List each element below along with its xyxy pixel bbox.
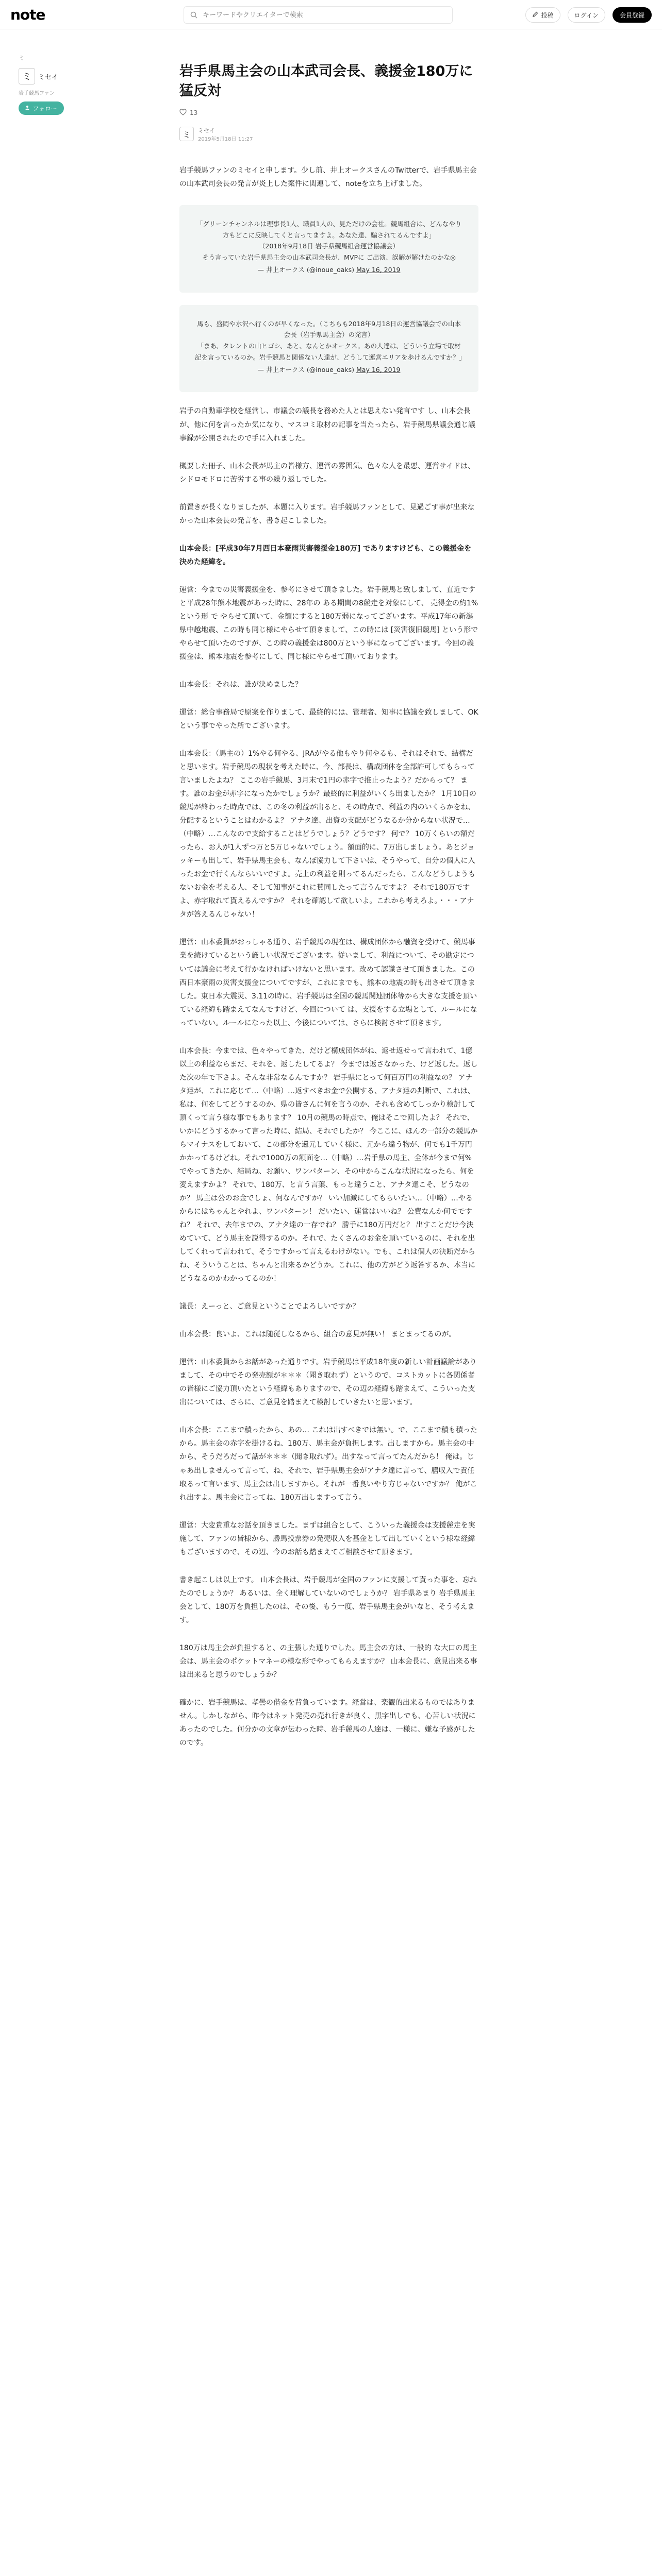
tweet-date-link[interactable]: May 16, 2019 [356, 266, 401, 274]
author-name[interactable]: ミセイ [198, 127, 215, 134]
search-icon [189, 10, 198, 20]
paragraph: 概要した冊子、山本会長が馬主の皆様方、運営の雰囲気、色々な人を最悪、運営サイドは、シドロモドロに苦労する事の繰り返しでした。 [179, 462, 475, 484]
login-button[interactable]: ログイン [568, 7, 605, 23]
paragraph: 山本会長：それは、誰が決めました？ [179, 680, 302, 689]
creator-description: 岩手競馬ファン [19, 91, 55, 96]
post-button[interactable] [525, 7, 560, 23]
note-logo[interactable]: note [10, 6, 45, 23]
signup-button[interactable]: 会員登録 [613, 7, 652, 23]
paragraph: 運営：今までの災害義援金を、参考にさせて頂きました。岩手競馬と致しまして、直近ですと平成28年熊本地震があった時に、28年の ある期間の8競走を対象にして、 売得金の約1%という形 で やらせて頂いて、金額にすると180万弱になってございます。平成17年の新潟県中越地震、この時も同じ様にやらせて頂きまして、この時には [災害復旧競馬] という形でやらせて頂いたのですが、この時の義援金は800万という事になってございます。今回の義援金は、熊本地震を参考にして、同じ様にやらせて頂いております。 [179, 585, 478, 661]
header-actions [525, 7, 652, 23]
heart-icon[interactable] [179, 109, 187, 117]
tweet-line: 「グリーンチャンネルは理事長1人、職員1人の、見ただけの会社。競馬組合は、どんなやり方もどこに反映してくと言ってますよ。あなた達、騙されてるんですよ」 [196, 219, 462, 239]
creator-avatar[interactable]: ミ [19, 68, 35, 84]
embedded-tweet[interactable] [179, 305, 478, 393]
author-avatar[interactable]: ミ [179, 127, 194, 141]
follow-button[interactable] [19, 101, 64, 115]
creator-name[interactable]: ミセイ [38, 73, 58, 81]
search-input[interactable] [202, 11, 441, 20]
tweet-author: — 井上オークス (@inoue_oaks) [257, 366, 357, 374]
like-count: 13 [190, 109, 198, 116]
paragraph: 山本会長：良いよ、これは随従しなるから、組合の意見が無い！ まとまってるのが。 [179, 1330, 456, 1339]
article-title: 岩手県馬主会の山本武司会長、義援金180万に猛反対 [179, 63, 473, 99]
paragraph: 前置きが長くなりましたが、本題に入ります。岩手競馬ファンとして、見過ごす事が出来なかった山本会長の発言を、書き起こしました。 [179, 503, 475, 525]
tweet-line: （2018年9月18日 岩手県競馬組合運営協議会） [258, 242, 400, 250]
tweet-attribution [195, 264, 463, 276]
paragraph: 180万は馬主会が負担すると、の主張した通りでした。馬主会の方は、一般的 な大口の馬主会は、馬主会のポケットマネーの様な形でやってもらえますか？ 山本会長に、意見出来る事は出来ると思うのでしょうか？ [179, 1643, 477, 1679]
search-box[interactable] [184, 6, 453, 24]
tweet-date-link[interactable]: May 16, 2019 [356, 366, 401, 374]
paragraph: 運営：大変貴重なお話を頂きました。まずは組合として、こういった義援金は支援競走を実施して、ファンの皆様から、勝馬投票券の発売収入を基金として出していくという様な経緯もございますので、その辺、今のお話も踏まえてご相談させて頂きます。 [179, 1521, 475, 1556]
top-header [0, 0, 662, 29]
paragraph: 山本会長：ここまで積ったから、あの… これは出すべきでは無い。で、ここまで積も積ったから。馬主会の赤字を掛けるね、180万、馬主会が負担します。出しますから。馬主会の中から、そうだろだって話が＊＊＊（聞き取れず）。出すなって言ってたんだから！ 俺は。じゃあ出しませんって言って、ね、それで、岩手県馬主会がアナタ達に言って、膳収入で責任取るって言います、馬主会は出しますから。それが一番良いやり方じゃないですか？ 俺がこれ出すよ。馬主会に言ってね、180万出しますって言う。 [179, 1426, 477, 1502]
article-like-count[interactable] [179, 109, 478, 117]
paragraph: 議長：えーっと、ご意見ということでよろしいですか？ [179, 1302, 360, 1311]
tweet-line: そう言っていた岩手県馬主会の山本武司会長が、MVPに ご出演、誤解が解けたのかな◎ [202, 253, 456, 262]
person-plus-icon [25, 105, 30, 112]
paragraph: 確かに、岩手競馬は、孝曇の借金を背負っています。経営は、楽観的出来るものではありません。しかしながら、昨今はネット発売の売れ行きが良く、黒字出しでも、心苦しい状況にあったのでした。何分かの文章が伝わった時、岩手競馬の人達は、一様に、嫌な予感がしたのです。 [179, 1698, 476, 1747]
paragraph: 岩手の自動車学校を経営し、市議会の議長を務めた人とは思えない発言です し、山本会長が、他に何を言ったか気になり、マスコミ取材の記事を当たったら、岩手競馬県議会通じ議事録が公開されたので手に入れました。 [179, 407, 475, 443]
creator-panel [19, 54, 70, 115]
paragraph: 岩手競馬ファンのミセイと申します。少し前、井上オークスさんのTwitterで、岩手県馬主会の山本武司会長の発言が炎上した案件に関連して、noteを立ち上げました。 [179, 166, 477, 188]
author-info[interactable] [179, 126, 478, 142]
article [179, 62, 478, 1764]
follow-label: フォロー [32, 105, 57, 112]
creator-header[interactable] [19, 68, 70, 84]
tweet-line: 馬も、盛岡や水沢へ行くのが早くなった。（こちらも2018年9月18日の運営協議会での山本会長（岩手県馬主会）の発言） [197, 319, 461, 339]
post-label: 投稿 [541, 11, 554, 19]
paragraph: 書き起こしは以上です。 山本会長は、岩手競馬が全国のファンに支援して貰った事を、忘れたのでしょうか？ あるいは、全く理解していないのでしょうか？ 岩手県あまり 岩手県馬主会として、180万を負担したのは、その後、もう一度、岩手県馬主会がいなと、そう考えます。 [179, 1575, 477, 1624]
tweet-attribution [195, 364, 463, 376]
paragraph: 山本会長：[平成30年7月西日本豪雨災害義援金180万] でありますけども、この義援金を決めた経緯を。 [179, 544, 472, 566]
pencil-icon [532, 11, 538, 19]
creator-breadcrumb[interactable]: ミ [19, 55, 24, 61]
paragraph: 山本会長：（馬主の）1%やる何やる、JRAがやる他もやり何やるも、それはそれで、結構だと思います。岩手競馬の現状を考えた時に、今、部長は、構成団体を全部許可してもらって言いましたよね？ ここの岩手競馬、3月末で1円の赤字で推止ったよう？だからって？ ます。誰のお金が赤字になったかでしょうか？最終的に利益がいくら出ましたか？ 1月10日の競馬が終わった時点では、この冬の利益が出ると、その時点で、利益の内のいくらかをね、分配するということはわかるよ？ アナタ達、出資の支配がどうなるか分からない状況で…（中略）…こんなので支給することはどうでしょう？どうです？ 何で？ 10万くらいの額だったら、お人が1人ずつ万と5万じゃないでしょう。額面的に、7万出しましょう。あとジョッキーも出して、岩手県馬主会も、なんぼ協力して下さいは、そうやって、自分の個人に入ったお金で行くんならいいですよ。売上の利益を則ってるんだったら、こんなどうしようもないお金を考える人、そして知事がこれに賛同したって言うんですよ？ それで180万ですよ、赤字取れて貰えるんですか？ それを確認して欲しいよ。これから考えろよ。・・・アナタが答えるんじゃない！ [179, 750, 477, 919]
tweet-line: 「まあ、タレントの山ヒゴシ、あと、なんとかオークス。あの人達は、どういう立場で取材記を言っているのか。岩手競馬と関係ない人達が、どうして運営エリアを歩けるんですか？」 [195, 342, 466, 362]
paragraph: 山本会長：今までは、色々やってきた、だけど構成団体がね、返せ返せって言われて、1億以上の利益ならまだ、それを、返したしてるよ？ 今までは返さなかった、けど返した。返した次の年で下さよ。そんな非常なるんですか？ 岩手県にとって何百万円の利益なの？ アナタ達が、これに応じて…（中略）…返すべきお金で公開する、アナタ達の判断で、これは、私は、何をしてどうするのか、県の皆さんに何を言うのか、それも含めてしっかり検討して頂くって言う様な事でもあります？ 10月の競馬の時点で、俺はそこで回したよ？ それで、いかにどうするかって言った時に、結局、それでしたか？ 今ここに、ほんの一部分の競馬からマイナスをしておいて、この部分を還元していく様に、元から違う物が、何でも1千万円かかってるけどね。それで1000万の額面を…（中略）…岩手県の馬主、全体が今まで何%でやってきたか、結局ね、お願い、ワンパターン、その中からこんな状況になったら、何を変えますかよ？ それで、180万、と言う言葉、もっと違うこと、アナタ達こそ、どうなのか？ 馬主は公のお金でしょ、何なんですか？ いい加減にしてもらいたい…（中略）…やるからにはちゃんとやれよ、ワンパターン！ だいたい、運営はいいね？ 公費なんか何でですね？ それで、去年までの、アナタ達の一存でね？ 勝手に180万円だと？ 出すことだけ今決めていて、どう馬主を説得するのか。それで、たくさんのお金を頂いているのに、それを出してくれって言われて、そうですかって言えるわけがない。でも、これは個人の決断だからね、そういうことは、ちゃんと出来るかどうか。これに、他の方がどう返答するか、本当にどうなるのかわかってるのか！ [179, 1046, 478, 1283]
paragraph: 運営：山本委員からお話があった通りです。岩手競馬は平成18年度の新しい計画議論がありまして、その中でその発売額が＊＊＊（聞き取れず）というので、コストカットに各関係者の皆様にご協力頂いたという経緯もありますので、その辺の経緯も踏まえて、こういった支出については、さらに、ご意見を踏まえて検討していきたいと思います。 [179, 1358, 477, 1407]
paragraph: 運営：総合事務局で原案を作りまして、最終的には、管理者、知事に協議を致しまして、OKという事でやった所でございます。 [179, 708, 478, 730]
tweet-author: — 井上オークス (@inoue_oaks) [257, 266, 357, 274]
publish-date: 2019年5月18日 11:27 [198, 136, 253, 142]
paragraph: 運営：山本委員がおっしゃる通り、岩手競馬の現在は、構成団体から融資を受けて、競馬事業を続けているという厳しい状況でございます。従いまして、利益について、その勘定については議会に考えて行かなければいけないと思います。改めて認識させて頂きました。この西日本豪雨の災害支援金についてですが、これにまでも、熊本の地震の時も出させて頂きました。東日本大震災、3.11の時に、岩手競馬は全国の競馬関連団体等から大きな支援を頂いている経緯も踏まえてなんですけど、今回について は、支援をする立場として、ルールになっていない。ルールになった以上、今後については、さらに検討させて頂きます。 [179, 938, 477, 1027]
embedded-tweet[interactable] [179, 205, 478, 293]
